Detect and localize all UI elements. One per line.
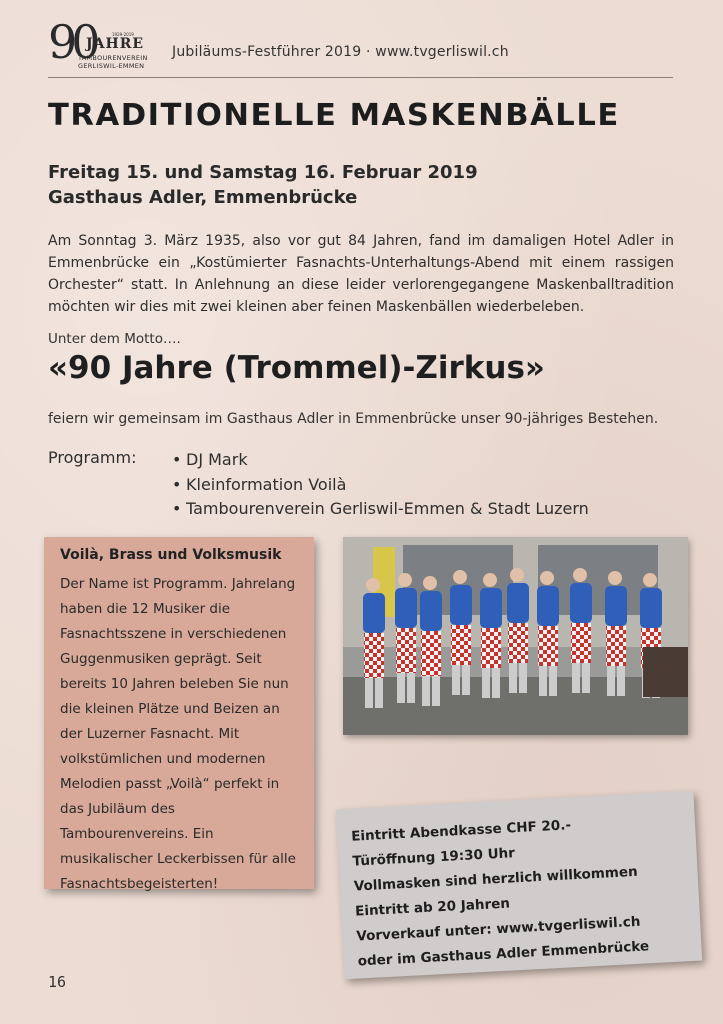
logo-number: 90 <box>48 15 95 69</box>
intro-paragraph: Am Sonntag 3. März 1935, also vor gut 84 Jahren, fand im damaligen Hotel Adler in Emmenbrücke ein „Kostümierter Fasnachts-Unterhaltungs-Abend mit einem rassigen Orchester“ statt. In Anlehnung an diese leider verlorengegangene Maskenballtradition möchten wir dies mit zwei kleinen aber feinen Maskenbällen wiederbeleben. <box>48 233 674 315</box>
presale-link[interactable]: Vorverkauf unter: www.tvgerliswil.ch <box>356 913 641 945</box>
page-title: TRADITIONELLE MASKENBÄLLE <box>48 98 620 133</box>
header-divider <box>48 77 673 78</box>
program-label: Programm: <box>48 448 137 467</box>
band-photo <box>343 537 688 735</box>
motto-heading: «90 Jahre (Trommel)-Zirkus» <box>48 350 545 386</box>
event-dates: Freitag 15. und Samstag 16. Februar 2019 <box>48 162 478 183</box>
voila-body: Der Name ist Programm. Jahrelang haben die 12 Musiker die Fasnachtsszene in verschiedenen Guggenmusiken geprägt. Seit bereits 10 Jahren beleben Sie nun die kleinen Plätze und Beizen an der Luzerner Fasnacht. Mit volkstümlichen und modernen Melodien passt „Voilà“ perfekt in das Jubiläum des Tambourenvereins. Ein musikalischer Leckerbissen für alle Fasnachtsbegeisterten! <box>60 576 296 892</box>
program-item: • Tambourenverein Gerliswil-Emmen & Stadt Luzern <box>172 497 589 522</box>
logo-years: 1929-2019 <box>112 32 134 37</box>
admission-price: Eintritt Abendkasse CHF 20.- <box>350 817 572 845</box>
admission-info-card <box>336 791 702 980</box>
band-photo-illustration <box>343 537 688 735</box>
logo-club-line1: TAMBOURENVEREIN <box>78 54 148 62</box>
event-venue: Gasthaus Adler, Emmenbrücke <box>48 187 358 208</box>
door-opening: Türöffnung 19:30 Uhr <box>352 845 516 870</box>
logo-jahre: JAHRE <box>86 36 145 52</box>
event-subhead <box>48 160 478 210</box>
program-item: • DJ Mark <box>172 448 589 473</box>
masks-welcome: Vollmasken sind herzlich willkommen <box>353 863 639 895</box>
logo-club-line2: GERLISWIL-EMMEN <box>78 62 145 70</box>
page-number: 16 <box>48 973 67 991</box>
voila-title: Voilà, Brass und Volksmusik <box>60 547 282 563</box>
presale-venue: oder im Gasthaus Adler Emmenbrücke <box>357 938 650 970</box>
program-list <box>172 448 589 522</box>
logo-club <box>78 54 148 70</box>
jubilee-logo <box>48 15 158 74</box>
age-limit: Eintritt ab 20 Jahren <box>354 895 511 920</box>
motto-label: Unter dem Motto…. <box>48 331 181 347</box>
celebrate-text: feiern wir gemeinsam im Gasthaus Adler in Emmenbrücke unser 90-jähriges Bestehen. <box>48 411 659 427</box>
header-text: Jubiläums-Festführer 2019 · www.tvgerliswil.ch <box>172 44 509 60</box>
admission-lines <box>351 809 650 974</box>
voila-info-box <box>44 537 314 892</box>
program-item: • Kleinformation Voilà <box>172 473 589 498</box>
band-members <box>363 568 662 708</box>
